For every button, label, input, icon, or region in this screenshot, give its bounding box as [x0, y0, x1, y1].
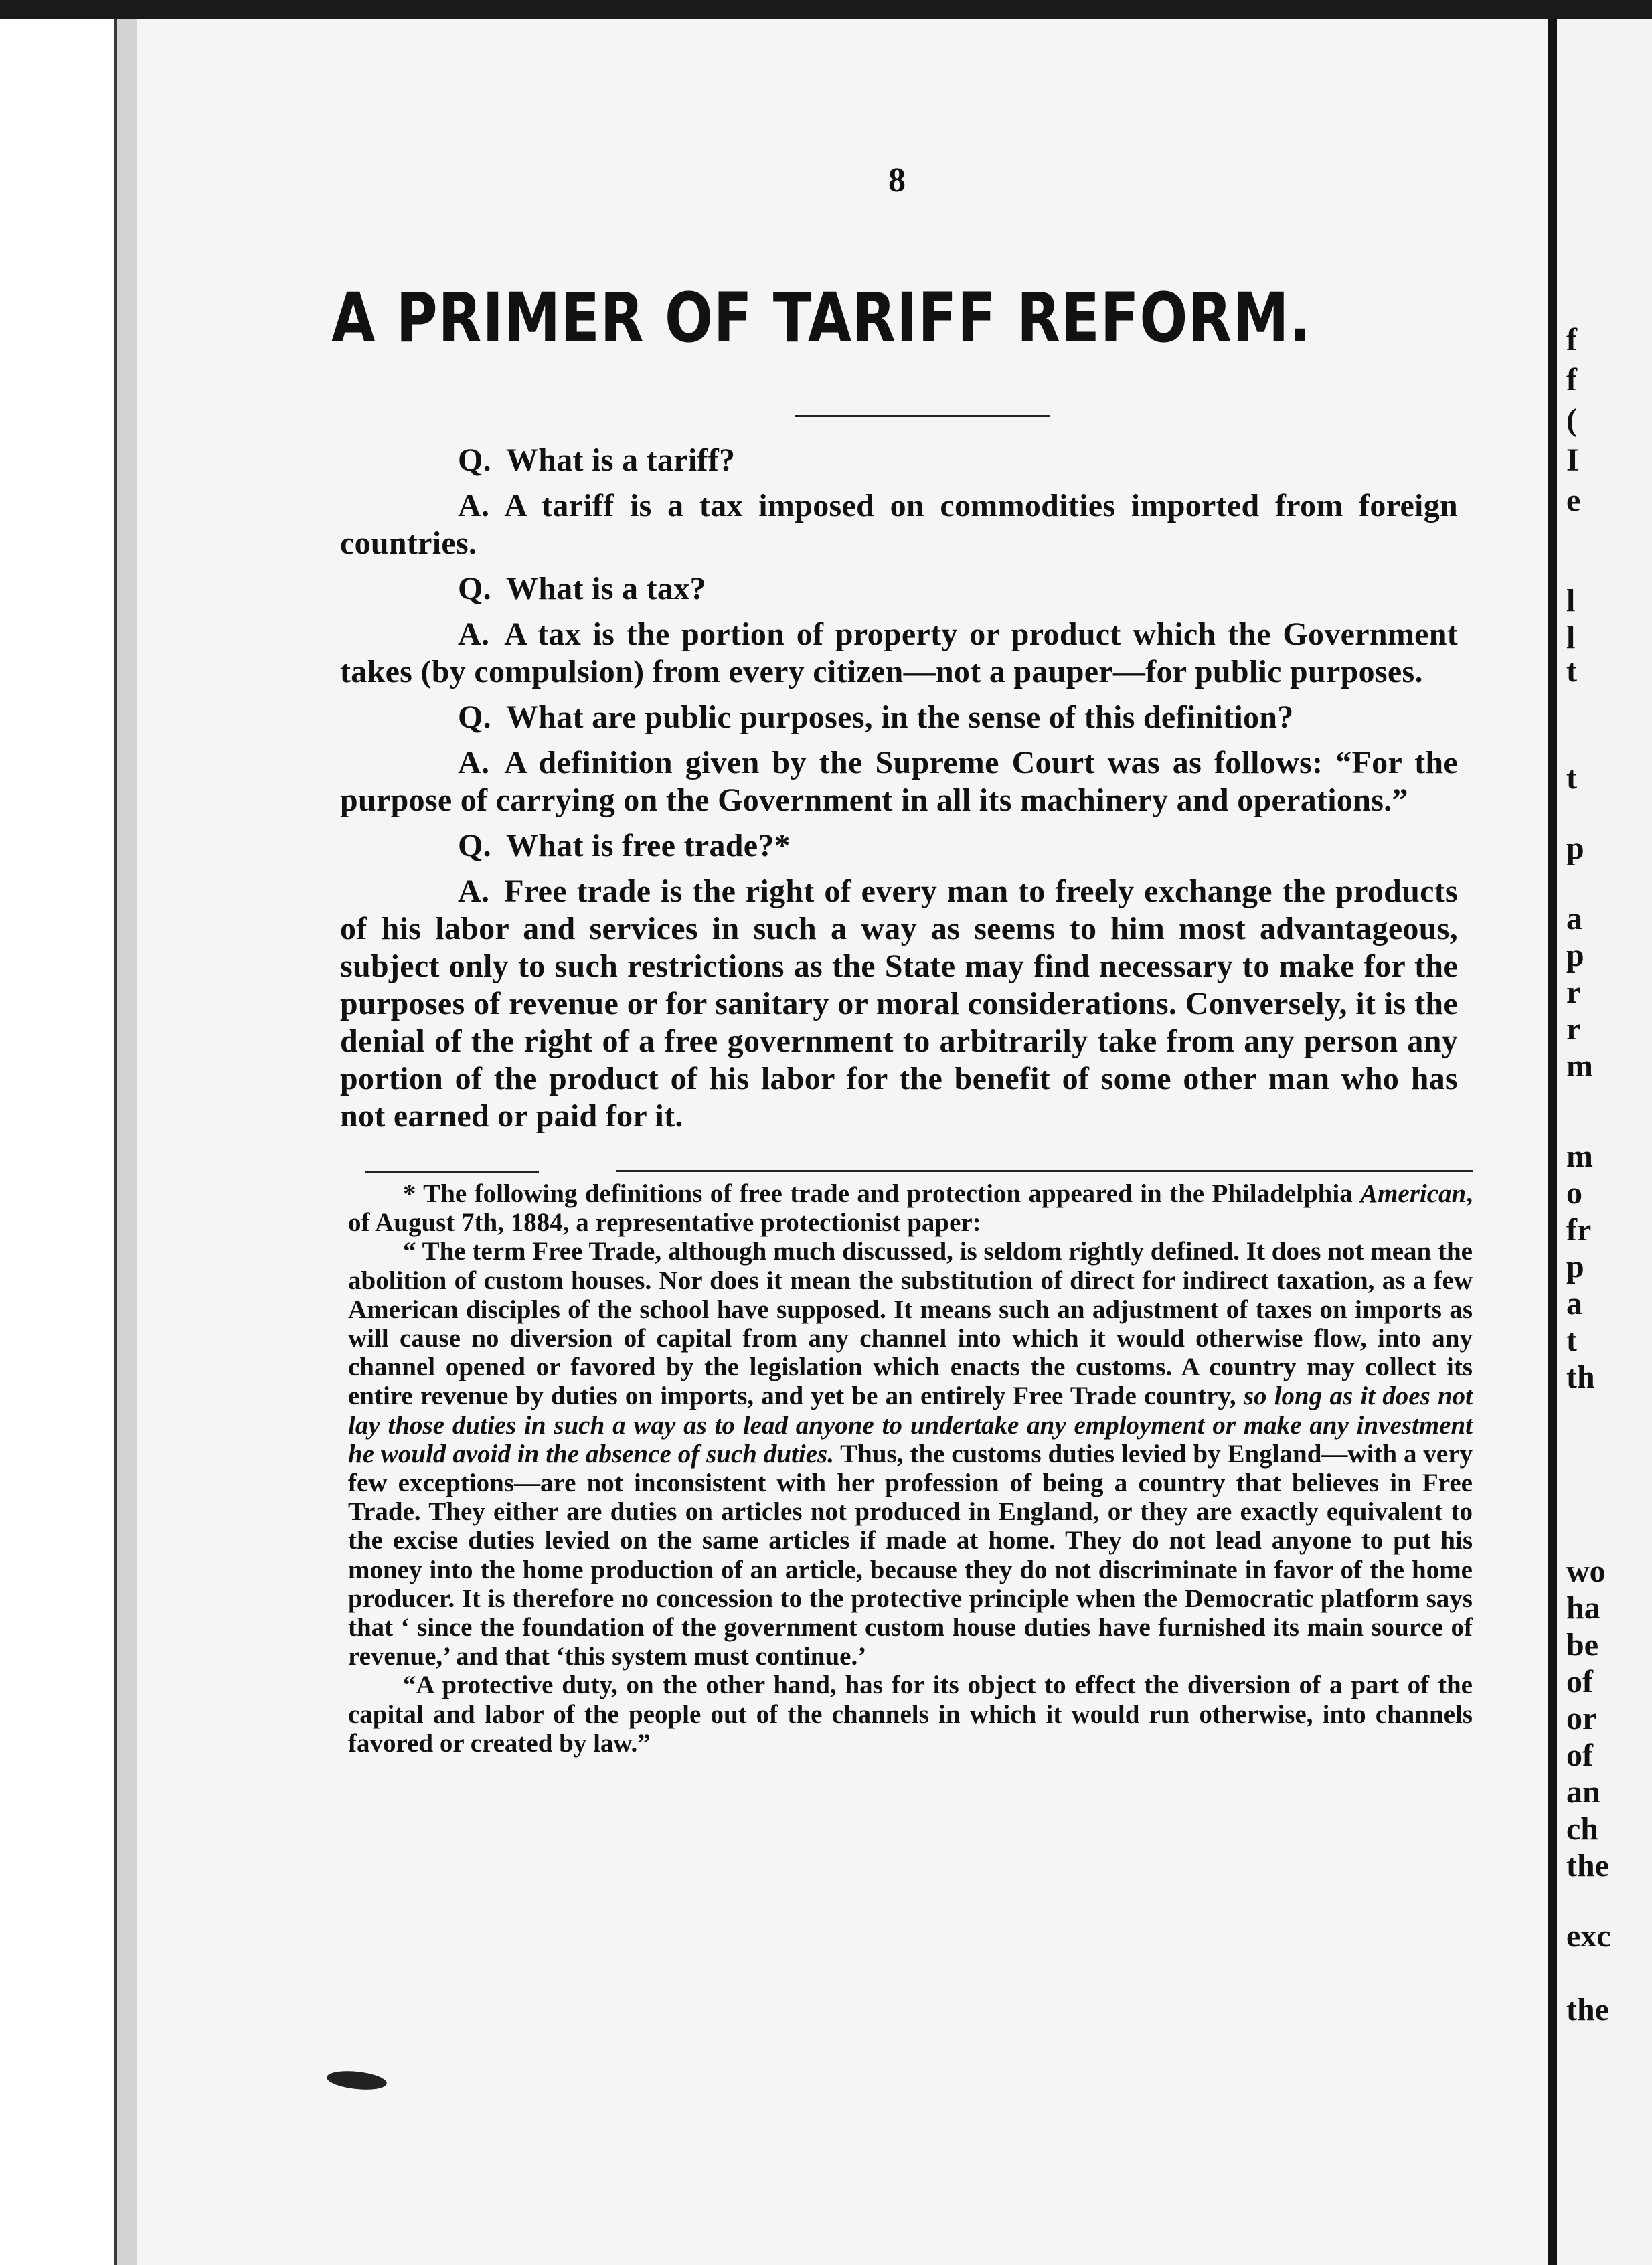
adjacent-line: f — [1566, 322, 1577, 357]
adjacent-line: m — [1566, 1139, 1593, 1174]
adjacent-line: t — [1566, 760, 1577, 796]
footnote-intro-text: * The following definitions of free trade and protection appeared in the Philadelphia — [403, 1179, 1361, 1208]
adjacent-line: an — [1566, 1774, 1600, 1810]
adjacent-line: of — [1566, 1738, 1593, 1773]
quote-text: Thus, the customs duties levied by England—with a very few exceptions—are not inconsistent with her profession of being a country that believes in Free Trade. They either are duties on articles not produced in England, or they are exactly equivalent to the excise duties levied on the same articles if made at home. They do not lead anyone to put his money into the home production of an article, because they do not discriminate in favor of the home producer. It is therefore no concession to the protective principle when the Democratic platform says that ‘ since the foundation of the government custom house duties have furnished its main source of revenue,’ and that ‘this system must continue.’ — [348, 1439, 1473, 1671]
newspaper-name: American — [1360, 1179, 1467, 1208]
book-spine — [1548, 19, 1557, 2265]
question-answer-list — [340, 442, 1458, 1143]
adjacent-line: r — [1566, 1011, 1581, 1047]
adjacent-line: t — [1566, 653, 1577, 689]
page-edge-shadow — [117, 19, 137, 2265]
scan-top-border — [0, 0, 1652, 19]
adjacent-line: f — [1566, 362, 1577, 398]
adjacent-line: the — [1566, 1992, 1609, 2027]
qa-item — [340, 827, 1458, 865]
adjacent-line: a — [1566, 901, 1582, 936]
scan-left-margin — [0, 19, 100, 2265]
qa-label: A. — [458, 488, 490, 523]
qa-label: Q. — [458, 442, 491, 478]
page-number: 8 — [888, 161, 906, 199]
qa-item — [340, 744, 1458, 819]
qa-text: Free trade is the right of every man to freely exchange the products of his labor and services in such a way as seems to him most advantageous, subject only to such restrictions as the State may find necessary to make for the purposes of revenue or for sanitary or moral considerations. Conversely, it is the denial of the right of a free government to arbitrarily take from any person any portion of the product of his labor for the benefit of some other man who has not earned or paid for it. — [340, 873, 1458, 1134]
qa-text: What is free trade?* — [505, 828, 791, 863]
adjacent-line: ch — [1566, 1811, 1598, 1847]
adjacent-page-text — [1566, 0, 1652, 2027]
qa-item — [340, 616, 1458, 691]
title-divider — [795, 415, 1050, 417]
qa-label: Q. — [458, 828, 491, 863]
footnote — [348, 1179, 1473, 1758]
quote-text: “ The term Free Trade, although much discussed, is seldom rightly defined. It does not mean the abolition of custom houses. Nor does it mean the substitution of direct for indirect taxation, as a few American disciples of the school have supposed. It means such an adjustment of taxes on imports as will cause no diversion of capital from any channel into which it would otherwise flow, into any channel opened or favored by the legislation which enacts the customs. A country may collect its entire revenue by duties on imports, and yet be an entirely Free Trade country, — [348, 1237, 1473, 1411]
adjacent-line: of — [1566, 1664, 1593, 1699]
qa-text: A tariff is a tax imposed on commodities imported from foreign countries. — [340, 488, 1458, 561]
qa-text: What is a tariff? — [505, 442, 736, 478]
adjacent-line: e — [1566, 483, 1581, 518]
quote-italic-text: so long as it does not lay those duties in such a way as to lead anyone to undertake any employment or make any investment he would avoid in the absence of such duties. — [348, 1381, 1473, 1469]
adjacent-line: p — [1566, 831, 1584, 866]
adjacent-line: p — [1566, 1249, 1584, 1284]
adjacent-line: t — [1566, 1323, 1577, 1358]
adjacent-line: the — [1566, 1848, 1609, 1883]
qa-text: What are public purposes, in the sense of this definition? — [505, 699, 1294, 735]
qa-item — [340, 873, 1458, 1135]
adjacent-line: o — [1566, 1175, 1582, 1211]
footnote-divider — [616, 1170, 1473, 1172]
quote-text: “A protective duty, on the other hand, has for its object to effect the diversion of a part of the capital and labor of the people out of the channels in which it would run otherwise, into channels favored or created by law.” — [348, 1671, 1473, 1758]
adjacent-line: l — [1566, 583, 1576, 618]
qa-item — [340, 487, 1458, 562]
adjacent-line: r — [1566, 975, 1581, 1010]
adjacent-line: exc — [1566, 1918, 1611, 1954]
footnote-divider-short — [365, 1171, 539, 1173]
adjacent-line: m — [1566, 1048, 1593, 1084]
adjacent-line: ( — [1566, 402, 1577, 438]
page-title: A PRIMER OF TARIFF REFORM. — [331, 278, 1312, 358]
qa-item — [340, 442, 1458, 479]
qa-item — [340, 570, 1458, 608]
adjacent-line: p — [1566, 938, 1584, 973]
adjacent-line: l — [1566, 620, 1576, 655]
qa-text: A definition given by the Supreme Court was as follows: “For the purpose of carrying on the Government in all its machinery and operations.” — [340, 745, 1458, 818]
adjacent-line: a — [1566, 1286, 1582, 1321]
qa-label: Q. — [458, 571, 491, 606]
qa-label: A. — [458, 616, 490, 652]
footnote-quote — [348, 1671, 1473, 1758]
adjacent-line: or — [1566, 1701, 1597, 1736]
qa-label: Q. — [458, 699, 491, 735]
adjacent-line: wo — [1566, 1554, 1606, 1589]
footnote-quote — [348, 1237, 1473, 1671]
adjacent-line: th — [1566, 1359, 1595, 1395]
adjacent-line: I — [1566, 442, 1579, 478]
footnote-intro — [348, 1179, 1473, 1237]
adjacent-line: fr — [1566, 1212, 1592, 1248]
adjacent-line: be — [1566, 1627, 1598, 1663]
qa-label: A. — [458, 745, 490, 780]
footnote-intro-text: , of August 7th, 1884, a representative protectionist paper: — [348, 1179, 1473, 1238]
qa-item — [340, 699, 1458, 736]
qa-text: A tax is the portion of property or product which the Government takes (by compulsion) from every citizen—not a pauper—for public purposes. — [340, 616, 1458, 689]
qa-label: A. — [458, 873, 490, 909]
adjacent-line: ha — [1566, 1590, 1600, 1626]
qa-text: What is a tax? — [505, 571, 706, 606]
